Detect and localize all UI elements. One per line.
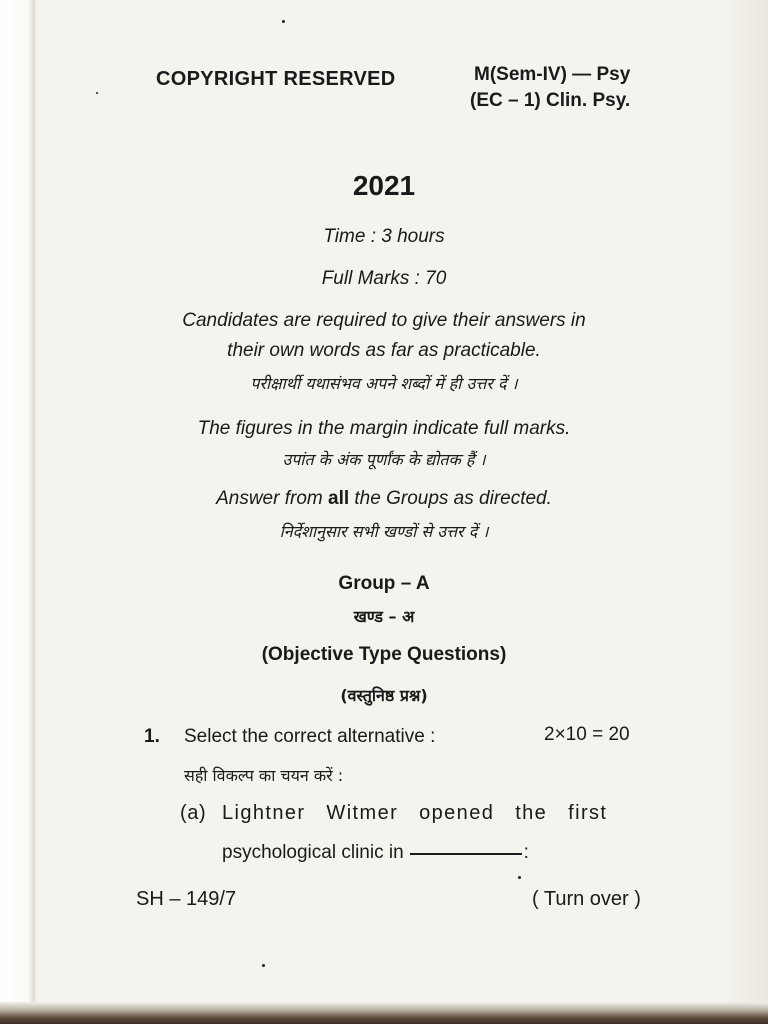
question-type-heading-hindi: (वस्तुनिष्ठ प्रश्न) [340,686,428,705]
instruction-answer-groups-after: the Groups as directed. [349,488,552,509]
paper-right-edge [728,0,768,1024]
exam-year: 2021 [352,170,416,201]
instruction-own-words-line2: their own words as far as practicable. [227,340,541,361]
paper-code: SH – 149/7 [136,888,237,910]
question-type-heading: (Objective Type Questions) [261,644,507,665]
instruction-answer-groups-emphasis: all [328,488,350,509]
instruction-margin-marks: The figures in the margin indicate full marks. [197,418,571,439]
copyright-notice: COPYRIGHT RESERVED [156,68,396,90]
question-text: Select the correct alternative : [184,726,436,747]
option-a-text-line2 [222,842,529,864]
group-heading: Group – A [338,573,430,594]
option-a-text-line1: Lightner Witmer opened the first [222,802,608,824]
scan-speck [96,92,98,94]
instruction-answer-groups-hindi: निर्देशानुसार सभी खण्डों से उत्तर दें । [279,522,489,541]
answer-blank [410,853,522,855]
instruction-own-words-line1: Candidates are required to give their answers in [182,310,586,331]
course-code-line2: (EC – 1) Clin. Psy. [470,90,631,111]
instruction-answer-groups [0,488,768,510]
paper-bottom-edge [0,1002,768,1024]
question-text-hindi: सही विकल्प का चयन करें : [184,766,344,785]
group-heading-hindi: खण्ड – अ [353,607,415,626]
turn-over-note: ( Turn over ) [532,888,641,910]
question-number: 1. [144,726,160,747]
instruction-own-words-hindi: परीक्षार्थी यथासंभव अपने शब्दों में ही उत्तर दें । [250,374,518,393]
scan-speck [282,20,285,23]
paper-left-edge [0,0,36,1024]
instruction-margin-marks-hindi: उपांत के अंक पूर्णांक के द्योतक हैं । [282,450,486,469]
option-a-label: (a) [180,802,207,824]
exam-time: Time : 3 hours [323,226,445,247]
course-code-line1: M(Sem-IV) — Psy [474,64,631,85]
question-marks: 2×10 = 20 [544,724,630,745]
scan-speck [262,964,265,967]
option-a-colon: : [523,842,529,863]
scan-speck [518,876,521,879]
exam-full-marks: Full Marks : 70 [321,268,447,289]
instruction-answer-groups-before: Answer from [216,488,328,509]
option-a-text-line2-words: psychological clinic in [222,842,404,863]
